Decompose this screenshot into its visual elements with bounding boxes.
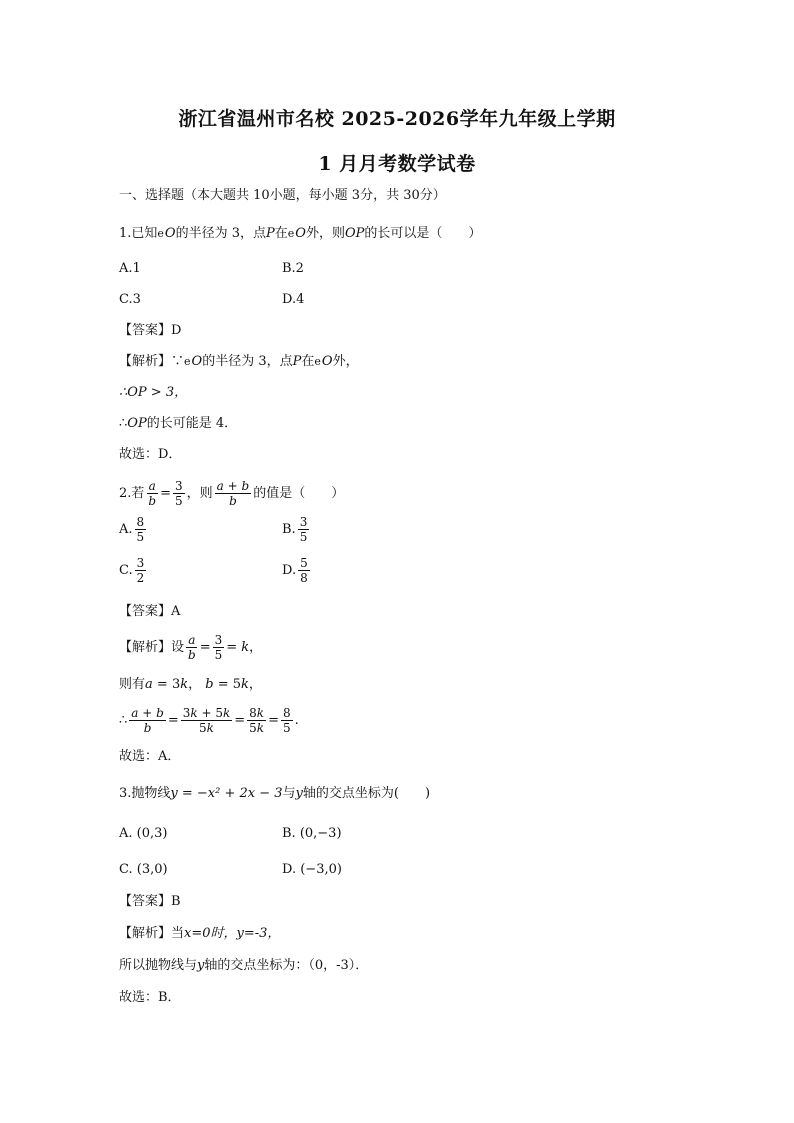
q1-exp1-b: 的半径为 3，点 [202,354,293,369]
q2-option-a-label: A. [119,522,133,537]
q1-mid1: 的半径为 3，点 [175,226,266,241]
math-p: P [292,354,302,369]
math-parabola: y = −x² + 2x − 3 [170,786,283,801]
q3-explanation-line-2 [119,956,368,976]
math-y: y [197,958,205,973]
q3-prefix: 3.抛物线 [119,786,171,801]
q1-exp-label: 【解析】 [119,354,172,369]
q2-explanation-line-2: 则有a = 3k， b = 5k， [119,677,262,692]
math-o: O [164,226,176,241]
question-2: 2.若 $\frac{a}{b}$ = $\frac{3}{5}$ ，则 $\frac{a + b}{b}$ 的值是（ ） [119,479,345,508]
q2-option-d-label: D. [282,563,297,578]
q1-exp3-a: ∴ [119,416,128,431]
q2-mid: ，则 [186,486,213,501]
section-heading: 一、选择题（本大题共 10小题，每小题 3分，共 30分） [119,188,446,203]
q3-option-c: C. (3,0) [119,862,168,877]
q2-explanation-line-3: ∴ $\frac{a + b}{b}$ = $\frac{3k + 5k}{5k}$ = $\frac{8k}{5k}$ = $\frac{8}{5}$ . [119,706,299,735]
math-o: O [321,354,333,369]
math-o: O [191,354,203,369]
math-o: O [295,226,306,241]
q3-exp1-c: y=-3， [236,926,281,941]
q1-tail: 的长可以是（ ） [364,226,482,241]
q3-mid: 与 [282,786,296,801]
math-op: OP [127,416,147,431]
q1-exp1-a: ∵ [171,354,185,369]
question-3 [119,784,430,804]
fraction-a-over-b: $\frac{a}{b}$ [148,479,157,508]
q1-exp3-b: 的长可能是 4． [146,416,238,431]
q1-explanation-line-2: ∴OP > 3， [119,385,188,400]
q1-prefix: 1.已知 [119,226,158,241]
q2-option-b-label: B. [282,522,296,537]
math-op: OP [344,226,365,241]
q1-mid2: 在 [274,226,288,241]
q2-explanation-line-1: 【解析】设 $\frac{a}{b}$ = $\frac{3}{5}$ = k， [119,633,263,662]
q2-choose: 故选：A． [119,749,181,764]
q3-explanation-line-1 [119,924,280,944]
q3-exp2-b: 轴的交点坐标为：（0，-3）． [204,958,369,973]
q3-option-a: A. (0,3) [119,826,168,841]
circle-symbol: e [184,355,191,368]
q2-exp3-prefix: ∴ [119,713,128,728]
q2-prefix: 2.若 [119,486,145,501]
q1-exp1-d: 外， [332,354,359,369]
q2-option-c: C. $\frac{3}{2}$ [119,556,145,585]
question-1 [119,224,481,244]
q2-option-b: B. $\frac{3}{5}$ [282,515,308,544]
math-p: P [266,226,275,241]
q3-choose: 故选：B． [119,990,181,1005]
circle-symbol: e [157,227,164,240]
fraction-a-plus-b-over-b: $\frac{a + b}{b}$ [216,479,250,508]
q3-option-d: D. (−3,0) [282,862,342,877]
circle-symbol: e [287,227,295,240]
q2-exp2: 则有 [119,677,146,692]
q2-option-c-label: C. [119,563,133,578]
q1-explanation-line-3 [119,414,237,434]
q1-mid3: 外，则 [305,226,345,241]
q1-explanation-line-1 [119,352,359,372]
circle-symbol: e [314,355,321,368]
q2-option-d: D. $\frac{5}{8}$ [282,556,308,585]
q3-exp1-a: 【解析】当 [119,926,185,941]
q3-exp1-b: x=0时， [184,926,237,941]
q1-option-b: B.2 [282,261,304,276]
q1-option-c: C.3 [119,292,141,307]
q2-answer: 【答案】A [119,604,181,619]
q1-option-d: D.4 [282,292,305,307]
q3-exp2-a: 所以抛物线与 [119,958,198,973]
q3-option-b: B. (0,−3) [282,826,342,841]
q3-tail: 轴的交点坐标为( ) [302,786,431,801]
math-y: y [295,786,303,801]
q2-option-a: A. $\frac{8}{5}$ [119,515,145,544]
exam-title-line-2: 1 月月考数学试卷 [318,153,476,175]
q1-option-a: A.1 [119,261,141,276]
q2-exp-label: 【解析】设 [119,640,185,655]
exam-title-line-1: 浙江省温州市名校 2025-2026学年九年级上学期 [178,108,616,130]
q2-tail: 的值是（ ） [253,486,345,501]
q1-choose: 故选：D． [119,447,182,462]
fraction-3-over-5: $\frac{3}{5}$ [175,479,183,508]
q1-exp1-c: 在 [301,354,315,369]
q1-answer: 【答案】D [119,323,182,338]
q3-answer: 【答案】B [119,894,181,909]
